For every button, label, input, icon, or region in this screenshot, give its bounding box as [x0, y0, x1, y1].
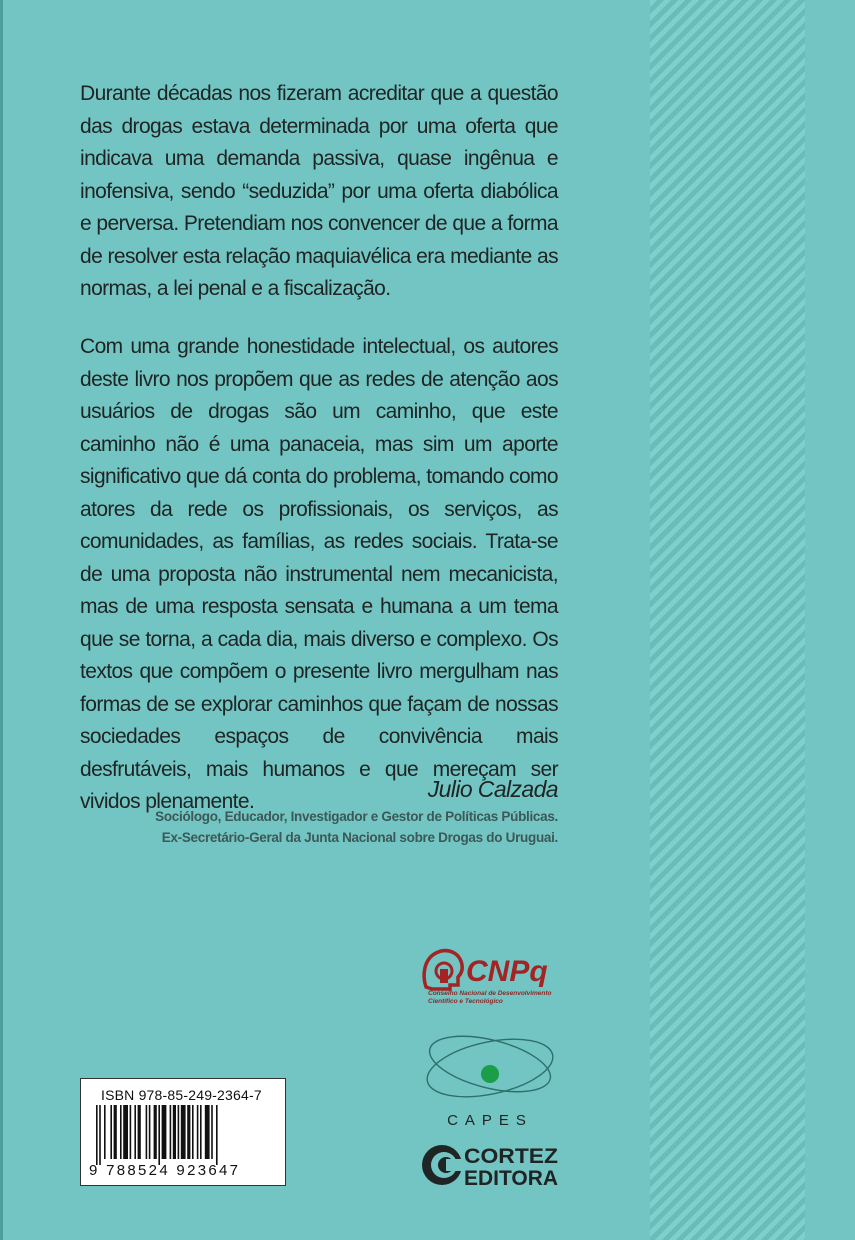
barcode-bars	[96, 1105, 276, 1165]
cortez-editora-logo	[420, 1142, 560, 1188]
diagonal-stripe-band	[650, 0, 805, 1240]
cnpq-head-icon	[424, 951, 462, 989]
cnpq-subtitle-line-2: Científico e Tecnológico	[428, 998, 503, 1005]
cnpq-subtitle	[428, 990, 563, 1006]
author-affiliation-1: Sociólogo, Educador, Investigador e Gestor de Políticas Públicas.	[155, 809, 558, 824]
cortez-c-icon	[422, 1145, 466, 1185]
cnpq-subtitle-line-1: Conselho Nacional de Desenvolvimento	[428, 990, 552, 997]
cnpq-name: CNPq	[466, 955, 548, 988]
capes-name: CAPES	[447, 1112, 533, 1129]
blurb-paragraph-1: Durante décadas nos fizeram acreditar que a questão das drogas estava determinada por uma oferta que indicava uma demanda passiva, quase ingênua e inofensiva, sendo “seduzida” por uma oferta diabólica e perversa. Pretendiam nos convencer de que a forma de resolver esta relação maquiavélica era mediante as normas, a lei penal e a fiscalização.	[80, 82, 558, 300]
isbn-barcode-box	[80, 1078, 286, 1186]
capes-orbit-icon	[420, 1022, 560, 1102]
barcode-digits: 9 788524 923647	[89, 1162, 241, 1179]
cortez-line-2: EDITORA	[464, 1167, 558, 1188]
author-name: Julio Calzada	[427, 776, 558, 802]
cortez-line-1: CORTEZ	[464, 1145, 559, 1168]
author-affiliation-2: Ex-Secretário-Geral da Junta Nacional sobre Drogas do Uruguai.	[161, 830, 558, 845]
cover-left-edge	[0, 0, 3, 1240]
blurb-paragraph-2: Com uma grande honestidade intelectual, os autores deste livro nos propõem que as redes de atenção aos usuários de drogas são um caminho, que este caminho não é uma panaceia, mas sim um aporte significativo que dá conta do problema, tomando como atores da rede os profissionais, os serviços, as comunidades, as famílias, as redes sociais. Trata-se de uma proposta não instrumental nem mecanicista, mas de uma resposta sensata e humana a um tema que se torna, a cada dia, mais diverso e complexo. Os textos que compõem o presente livro mergulham nas formas de se explorar caminhos que façam de nossas sociedades espaços de convivência mais desfrutáveis, mais humanos e que mereçam ser vividos plenamente.	[80, 335, 558, 813]
isbn-label: ISBN 978-85-249-2364-7	[101, 1087, 262, 1103]
